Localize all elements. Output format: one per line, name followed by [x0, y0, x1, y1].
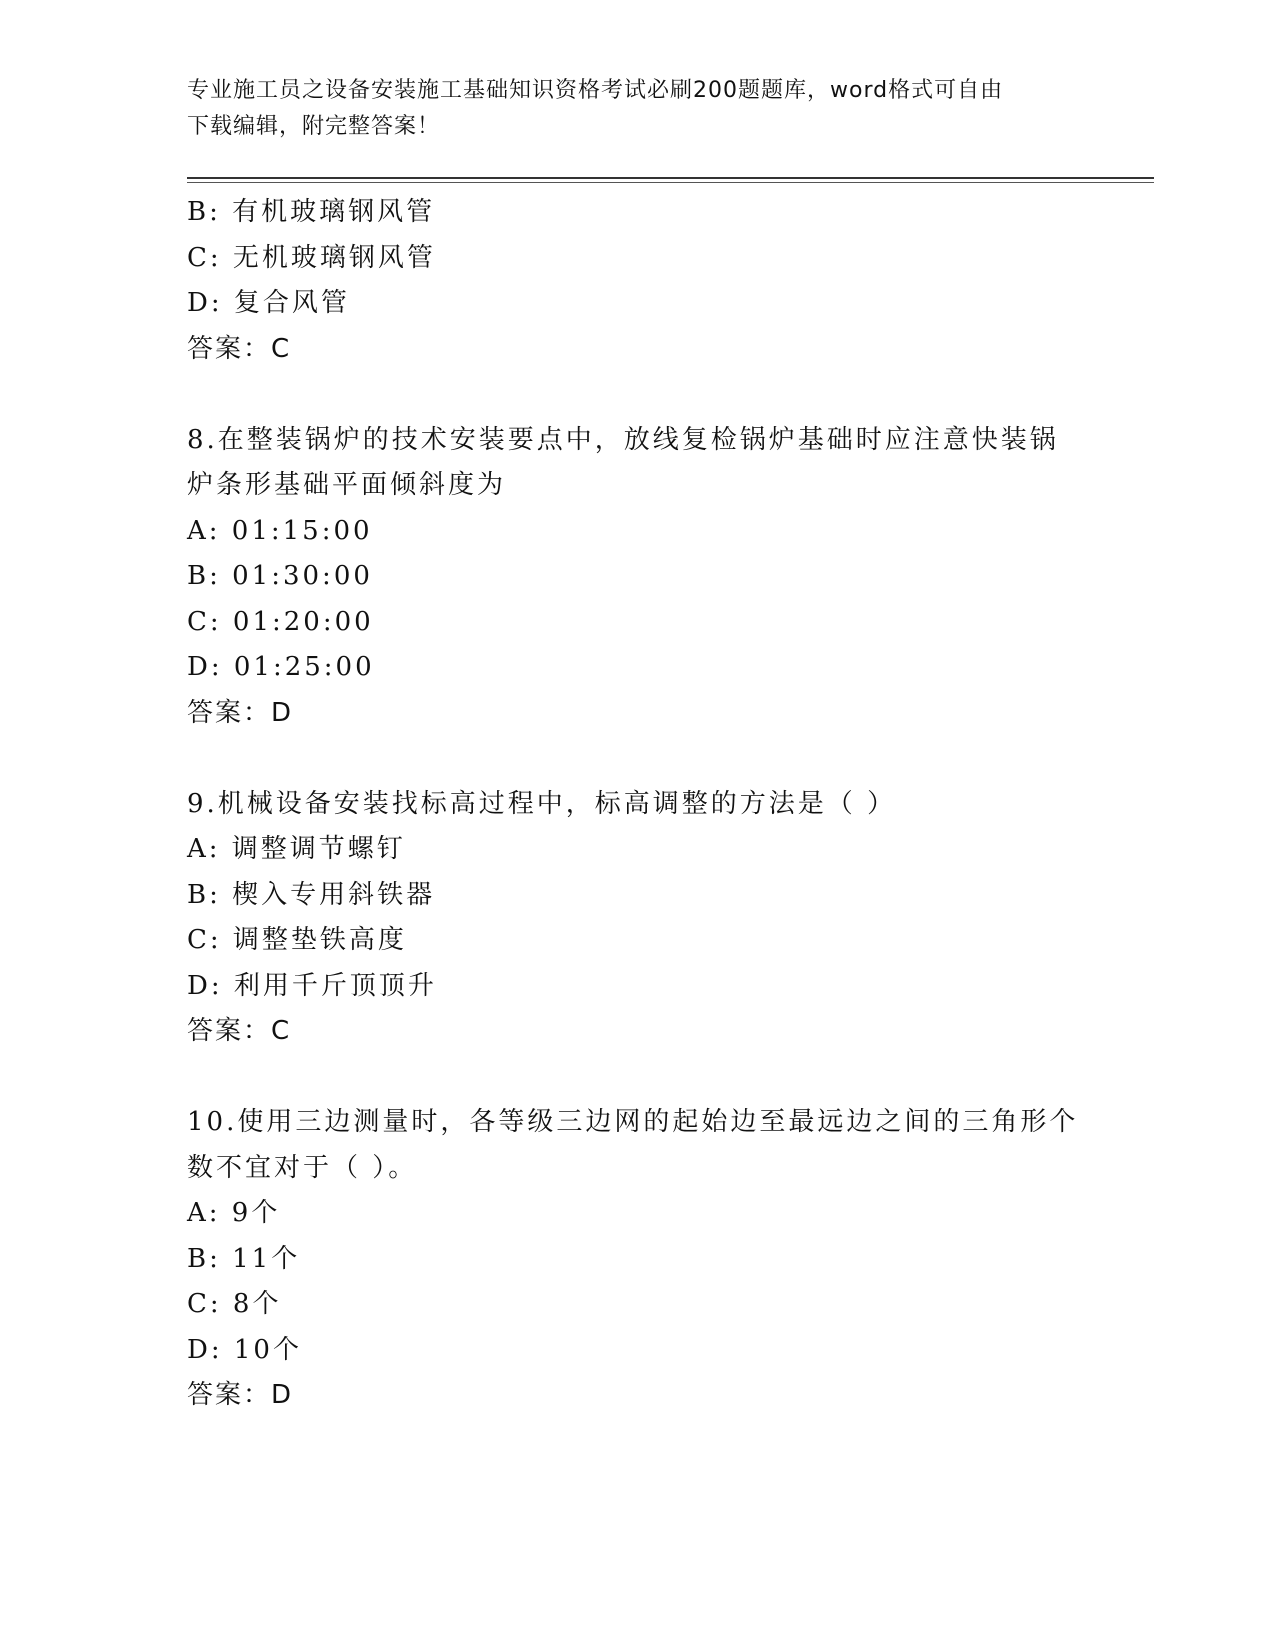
- question-7-continued: [187, 190, 1107, 372]
- option-c: C: 8个: [187, 1289, 282, 1319]
- option-d: D: 利用千斤顶顶升: [187, 970, 437, 1001]
- question-text: [187, 1100, 1107, 1191]
- option-a: A: 01:15:00: [187, 515, 373, 546]
- question-text-line: 9.机械设备安装找标高过程中，标高调整的方法是（ ）: [187, 788, 897, 819]
- option-b: B: 楔入专用斜铁器: [187, 879, 436, 910]
- question-text-line: 10.使用三边测量时，各等级三边网的起始边至最远边之间的三角形个: [187, 1107, 1079, 1137]
- answer-line: 答案：D: [187, 697, 294, 728]
- option-c: C: 调整垫铁高度: [187, 925, 407, 955]
- question-10: [187, 1100, 1107, 1419]
- answer-line: 答案：C: [187, 333, 292, 364]
- option-d: D: 10个: [187, 1334, 302, 1365]
- question-list: [187, 190, 1107, 1419]
- option-d: D: 01:25:00: [187, 652, 375, 682]
- question-text-line: 8.在整装锅炉的技术安装要点中，放线复检锅炉基础时应注意快装锅: [187, 424, 1059, 455]
- option-b: B: 有机玻璃钢风管: [187, 197, 436, 227]
- spacer: [187, 372, 1107, 418]
- header-divider-thin: [187, 182, 1154, 183]
- question-text-line: 数不宜对于（ ）。: [187, 1152, 418, 1183]
- question-8: [187, 418, 1107, 737]
- header-divider-thick: [187, 177, 1154, 179]
- header-title-line-2: 下载编辑，附完整答案！: [187, 114, 441, 139]
- question-text: [187, 782, 1107, 828]
- option-c: C: 无机玻璃钢风管: [187, 242, 436, 273]
- header-title-line-1: 专业施工员之设备安装施工基础知识资格考试必刷200题题库，word格式可自由: [187, 78, 1004, 103]
- option-b: B: 11个: [187, 1243, 301, 1274]
- option-c: C: 01:20:00: [187, 606, 374, 637]
- option-a: A: 调整调节螺钉: [187, 834, 406, 864]
- option-a: A: 9个: [187, 1198, 281, 1228]
- spacer: [187, 1055, 1107, 1101]
- question-text-line: 炉条形基础平面倾斜度为: [187, 470, 507, 500]
- spacer: [187, 736, 1107, 782]
- option-b: B: 01:30:00: [187, 561, 373, 591]
- option-d: D: 复合风管: [187, 288, 350, 318]
- question-9: [187, 782, 1107, 1055]
- question-text: [187, 418, 1107, 509]
- document-header: [187, 73, 1067, 145]
- answer-line: 答案：D: [187, 1380, 294, 1410]
- answer-line: 答案：C: [187, 1016, 292, 1046]
